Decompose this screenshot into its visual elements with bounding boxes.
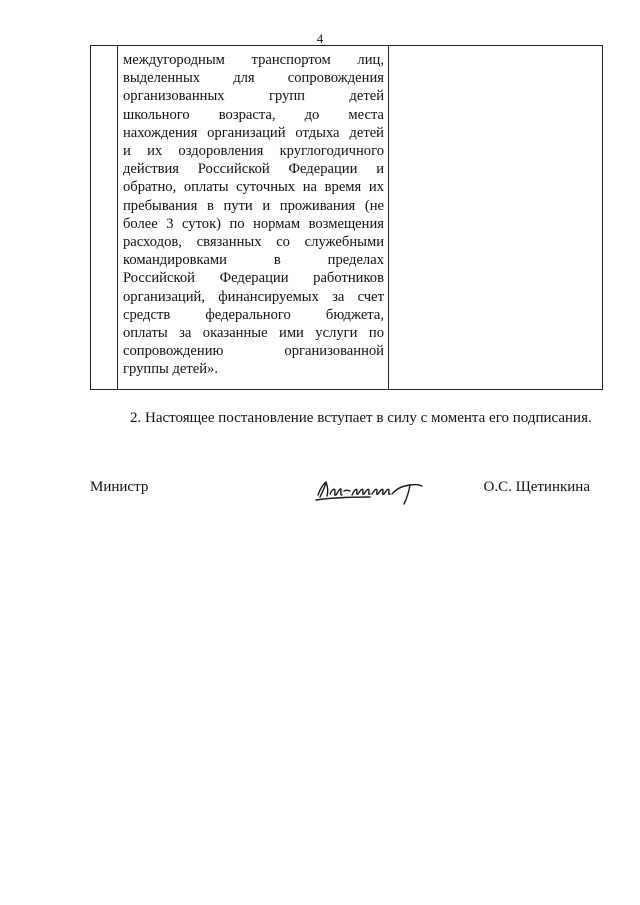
description-line: организаций, финансируемых за счет bbox=[123, 288, 384, 305]
description-line: нахождения организаций отдыха детей bbox=[123, 124, 384, 141]
description-text bbox=[118, 46, 388, 379]
table-row bbox=[91, 46, 603, 390]
signatory-name: О.С. Щетинкина bbox=[483, 479, 590, 495]
description-line: и их оздоровления круглогодичного bbox=[123, 143, 384, 160]
description-line: обратно, оплаты суточных на время их bbox=[123, 179, 384, 196]
description-line: Российской Федерации работников bbox=[123, 270, 384, 287]
description-line: оплаты за оказанные ими услуги по bbox=[123, 325, 384, 342]
description-line: расходов, связанных со служебными bbox=[123, 234, 384, 251]
description-line: командировками в пределах bbox=[123, 252, 384, 269]
page-number: 4 bbox=[316, 31, 324, 46]
description-line: пребывания в пути и проживания (не bbox=[123, 197, 384, 214]
signatory-title: Министр bbox=[90, 479, 149, 495]
row-number-cell bbox=[91, 46, 118, 390]
description-line: группы детей». bbox=[123, 361, 218, 378]
row-description-cell bbox=[118, 46, 389, 390]
handwritten-signature-icon bbox=[310, 473, 435, 507]
description-line: выделенных для сопровождения bbox=[123, 70, 384, 87]
effective-date-paragraph: 2. Настоящее постановление вступает в силу с момента его подписания. bbox=[130, 410, 592, 426]
description-line: действия Российской Федерации и bbox=[123, 161, 384, 178]
description-line: более 3 суток) по нормам возмещения bbox=[123, 215, 384, 232]
description-line: школьного возраста, до места bbox=[123, 106, 384, 123]
description-line: организованных групп детей bbox=[123, 88, 384, 105]
description-line: междугородным транспортом лиц, bbox=[123, 52, 384, 68]
signature-block bbox=[90, 473, 590, 513]
description-line: средств федерального бюджета, bbox=[123, 306, 384, 323]
document-table bbox=[90, 45, 603, 390]
description-line: сопровождению организованной bbox=[123, 343, 384, 360]
row-value-cell bbox=[389, 46, 603, 390]
